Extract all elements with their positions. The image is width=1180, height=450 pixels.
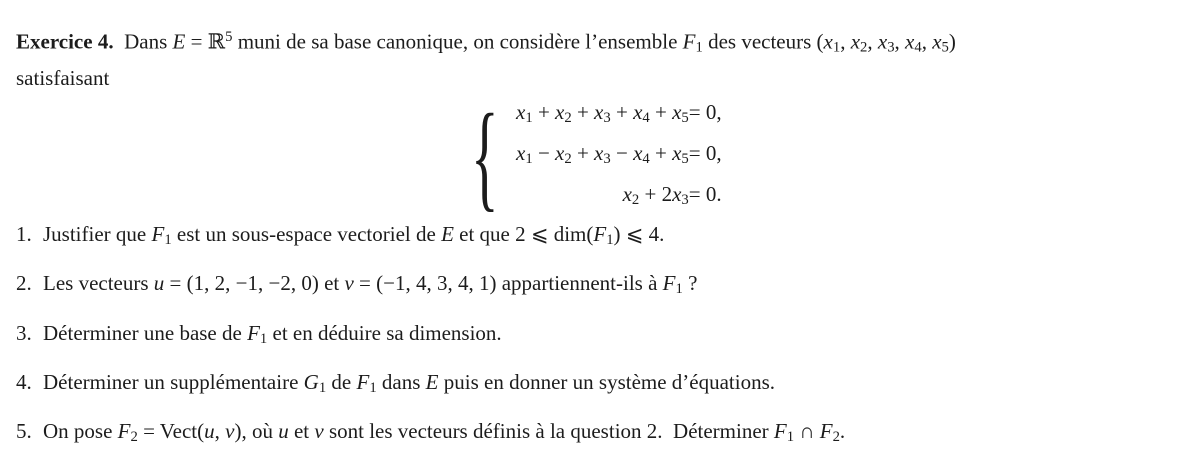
question-5-text: On pose F2 = Vect(u, v), où u et v sont les vecteurs définis à la question 2. Déterminer F1 ∩ F2. (43, 419, 846, 446)
equation-1-rhs: = 0, (688, 99, 722, 124)
equation-2-lhs: x1 − x2 + x3 − x4 + x5 (516, 140, 689, 167)
question-2-number: 2. (16, 271, 32, 296)
question-5-number: 5. (16, 419, 32, 444)
equation-1-lhs: x1 + x2 + x3 + x4 + x5 (516, 99, 689, 126)
question-1 (16, 222, 1162, 253)
equation-3-rhs: = 0. (688, 182, 722, 206)
equation-system (16, 89, 1162, 223)
left-brace-glyph: { (471, 89, 500, 223)
question-2-text: Les vecteurs u = (1, 2, −1, −2, 0) et v = (−1, 4, 3, 4, 1) appartiennent-ils à F1 ? (43, 271, 698, 298)
question-list (16, 222, 1162, 450)
left-brace (456, 89, 514, 223)
question-1-text: Justifier que F1 est un sous-espace vectoriel de E et que 2 ⩽ dim(F1) ⩽ 4. (43, 222, 665, 249)
question-5 (16, 419, 1162, 450)
question-3-number: 3. (16, 320, 32, 345)
question-4-number: 4. (16, 369, 32, 394)
question-3 (16, 321, 1162, 352)
equations-grid (516, 95, 722, 219)
question-1-number: 1. (16, 222, 32, 247)
equation-3-lhs: x2 + 2x3 (622, 182, 689, 209)
question-3-text: Déterminer une base de F1 et en déduire sa dimension. (43, 320, 502, 347)
question-2 (16, 271, 1162, 302)
exercise-statement: Exercice 4. Dans E = ℝ$^5$ muni de sa base canonique, on considère l’ensemble F1 des vecteurs (x1, x2, x3, x4, x5) satisfaisant (16, 29, 956, 90)
equation-2-rhs: = 0, (688, 140, 722, 165)
question-4-text: Déterminer un supplémentaire G1 de F1 dans E puis en donner un système d’équations. (43, 369, 776, 397)
question-4 (16, 370, 1162, 401)
